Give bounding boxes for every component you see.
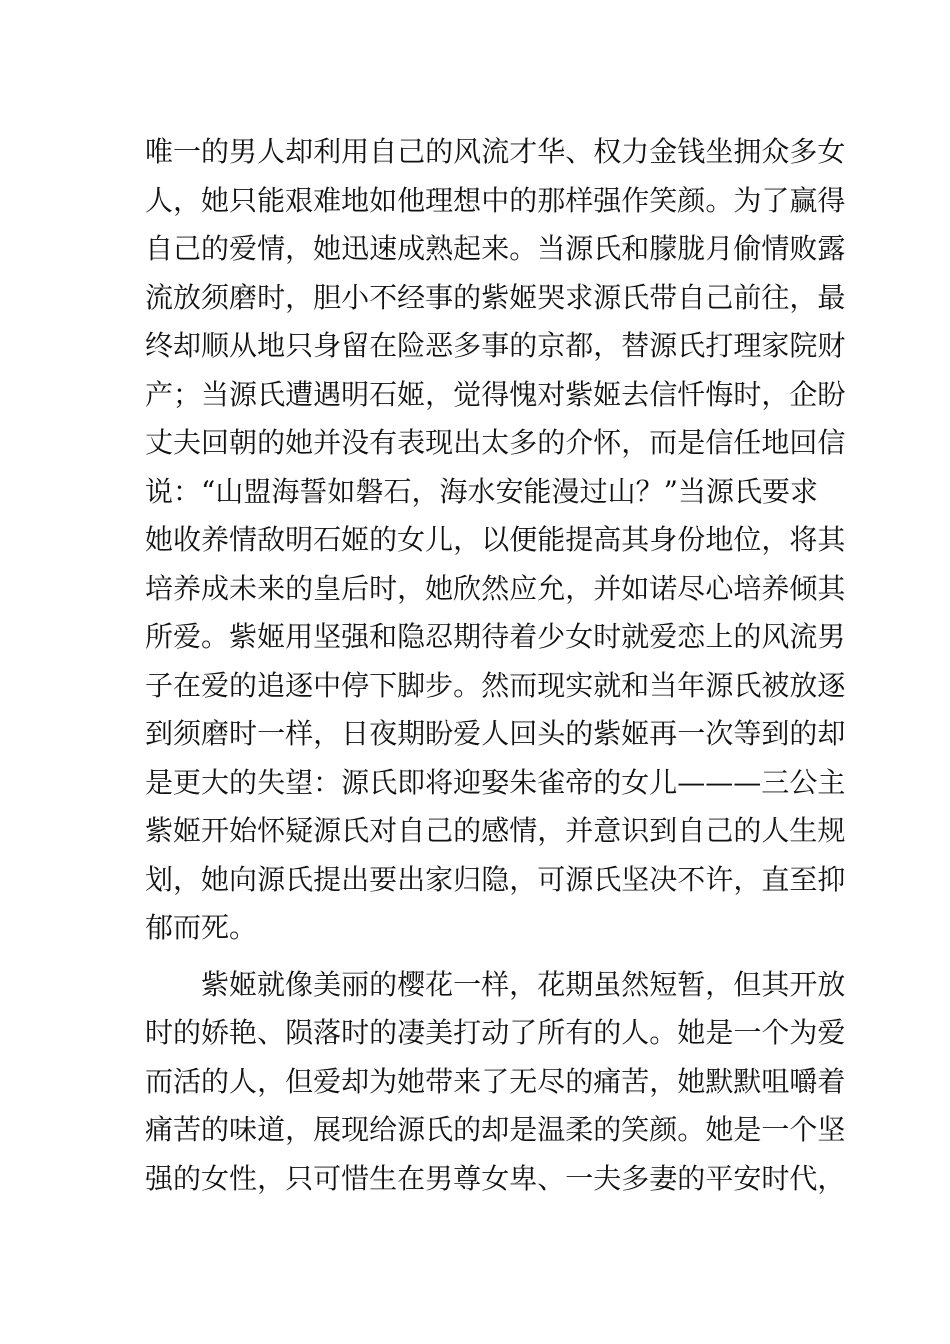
text-line: 说 ： “ 山 盟 海 誓 如 磐 石 ， 海 水 安 能 漫 过 山 ？ ” 当 源 氏 要 求 [145, 474, 819, 508]
text-line: 划 ， 她 向 源 氏 提 出 要 出 家 归 隐 ， 可 源 氏 坚 决 不 许 ， 直 至 抑 [145, 862, 846, 896]
text-line: 而 活 的 人 ， 但 爱 却 为 她 带 来 了 无 尽 的 痛 苦 ， 她 默 默 咀 嚼 着 [145, 1064, 846, 1098]
text-line: 是 更 大 的 失 望 ： 源 氏 即 将 迎 娶 朱 雀 帝 的 女 儿 — — — 三 公 主 [145, 765, 846, 799]
text-line: 到 须 磨 时 一 样 ， 日 夜 期 盼 爱 人 回 头 的 紫 姬 再 一 次 等 到 的 却 [145, 717, 846, 750]
text-line: 流 放 须 磨 时 ， 胆 小 不 经 事 的 紫 姬 哭 求 源 氏 带 自 己 前 往 ， 最 [145, 280, 846, 314]
text-line: 所 爱 。 紫 姬 用 坚 强 和 隐 忍 期 待 着 少 女 时 就 爱 恋 上 的 风 流 男 [145, 620, 846, 653]
text-line: 产 ； 当 源 氏 遭 遇 明 石 姬 ， 觉 得 愧 对 紫 姬 去 信 忏 悔 时 ， 企 盼 [145, 377, 846, 411]
paragraph-1 [145, 128, 846, 953]
text-line-first: 紫 姬 就 像 美 丽 的 樱 花 一 样 ， 花 期 虽 然 短 暂 ， 但 其 开 放 [201, 967, 846, 1001]
text-line: 子 在 爱 的 追 逐 中 停 下 脚 步 。 然 而 现 实 就 和 当 年 源 氏 被 放 逐 [145, 668, 846, 702]
text-line: 痛 苦 的 味 道 ， 展 现 给 源 氏 的 却 是 温 柔 的 笑 颜 。 她 是 一 个 坚 [145, 1113, 846, 1146]
text-line: 终 却 顺 从 地 只 身 留 在 险 恶 多 事 的 京 都 ， 替 源 氏 打 理 家 院 财 [145, 329, 846, 362]
text-line: 唯 一 的 男 人 却 利 用 自 己 的 风 流 才 华 、 权 力 金 钱 坐 拥 众 多 女 [145, 135, 846, 168]
text-line: 自 己 的 爱 情 ， 她 迅 速 成 熟 起 来 。 当 源 氏 和 朦 胧 月 偷 情 败 露 [145, 232, 846, 265]
text-line: 她 收 养 情 敌 明 石 姬 的 女 儿 ， 以 便 能 提 高 其 身 份 地 位 ， 将 其 [145, 523, 846, 556]
paragraph-gap [145, 953, 810, 961]
text-line: 丈 夫 回 朝 的 她 并 没 有 表 现 出 太 多 的 介 怀 ， 而 是 信 任 地 回 信 [145, 426, 846, 459]
text-line: 人 ， 她 只 能 艰 难 地 如 他 理 想 中 的 那 样 强 作 笑 颜 。 为 了 赢 得 [145, 183, 846, 217]
text-line: 时 的 娇 艳 、 陨 落 时 的 凄 美 打 动 了 所 有 的 人 。 她 是 一 个 为 爱 [145, 1016, 846, 1049]
text-line: 培 养 成 未 来 的 皇 后 时 ， 她 欣 然 应 允 ， 并 如 诺 尽 心 培 养 倾 其 [145, 571, 846, 605]
text-line: 紫 姬 开 始 怀 疑 源 氏 对 自 己 的 感 情 ， 并 意 识 到 自 己 的 人 生 规 [145, 814, 846, 847]
document-body [145, 128, 846, 1203]
text-line-last: 郁而死。 [145, 911, 258, 944]
text-line: 强 的 女 性 ， 只 可 惜 生 在 男 尊 女 卑 、 一 夫 多 妻 的 平 安 时 代 ， [145, 1161, 846, 1195]
paragraph-2 [145, 961, 846, 1204]
